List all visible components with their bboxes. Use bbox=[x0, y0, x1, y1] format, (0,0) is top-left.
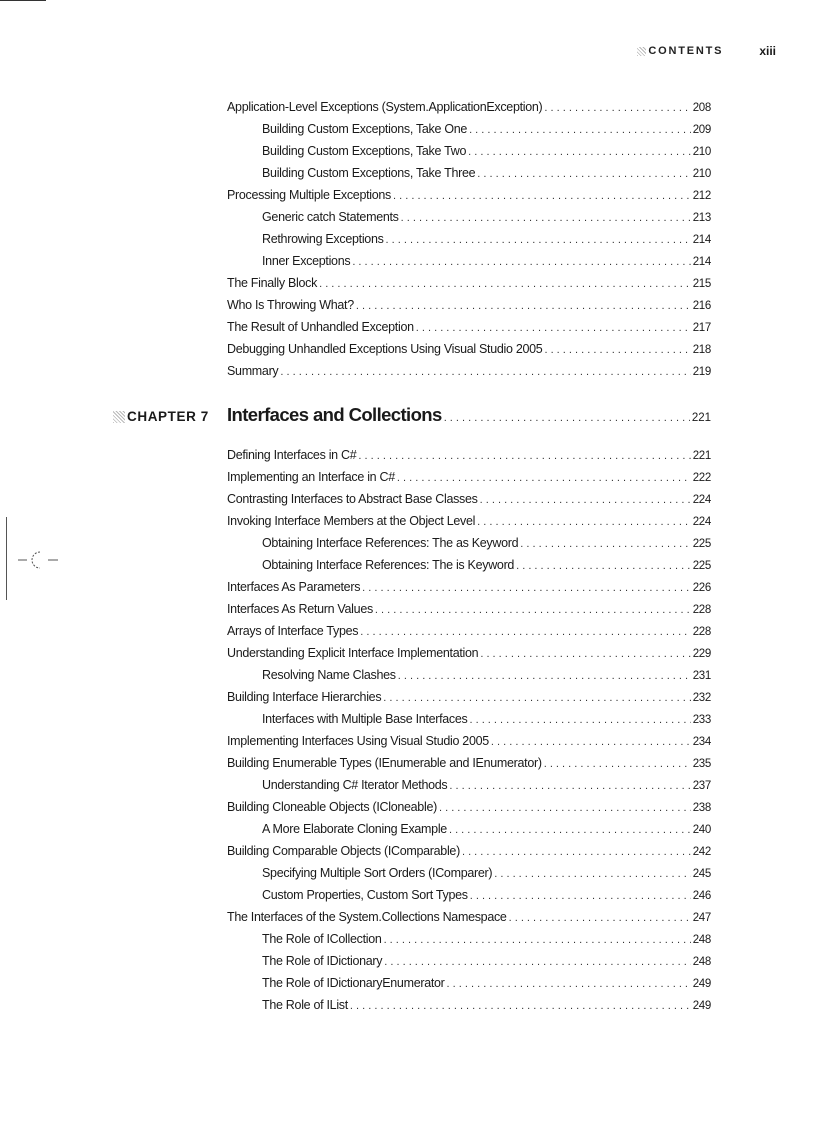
toc-entry-title: Contrasting Interfaces to Abstract Base Classes bbox=[227, 492, 478, 506]
toc-entry bbox=[227, 598, 711, 620]
toc-entry bbox=[227, 118, 711, 140]
dot-leader bbox=[383, 687, 690, 709]
toc-entry-page: 248 bbox=[692, 956, 711, 968]
toc-entry-page: 246 bbox=[692, 890, 711, 902]
toc-entry-page: 249 bbox=[692, 1000, 711, 1012]
toc-entry-title: Debugging Unhandled Exceptions Using Visual Studio 2005 bbox=[227, 342, 543, 356]
toc-section-chapter6 bbox=[227, 96, 711, 382]
toc-entry-title: The Role of IDictionary bbox=[262, 954, 383, 968]
hatch-bullet-icon bbox=[113, 411, 125, 423]
dot-leader bbox=[416, 317, 691, 339]
toc-entry bbox=[227, 752, 711, 774]
toc-entry-title: Interfaces with Multiple Base Interfaces bbox=[262, 712, 468, 726]
toc-entry bbox=[227, 338, 711, 360]
toc-entry bbox=[227, 862, 711, 884]
toc-entry-title: The Interfaces of the System.Collections Namespace bbox=[227, 910, 507, 924]
toc-entry-page: 248 bbox=[692, 934, 711, 946]
toc-entry-title: The Role of ICollection bbox=[262, 932, 382, 946]
toc-entry-title: Obtaining Interface References: The as Keyword bbox=[262, 536, 519, 550]
dot-leader bbox=[375, 599, 691, 621]
dot-leader bbox=[384, 951, 690, 973]
dot-leader bbox=[439, 797, 691, 819]
toc-entry-page: 213 bbox=[692, 212, 711, 224]
toc-entry bbox=[227, 620, 711, 642]
spacer bbox=[227, 382, 711, 404]
toc-entry-title: Generic catch Statements bbox=[262, 210, 399, 224]
running-head-text: CONTENTS bbox=[648, 45, 724, 57]
toc-entry-title: Custom Properties, Custom Sort Types bbox=[262, 888, 468, 902]
toc-entry-title: Defining Interfaces in C# bbox=[227, 448, 357, 462]
toc-entry-title: Inner Exceptions bbox=[262, 254, 351, 268]
toc-entry bbox=[227, 928, 711, 950]
toc-entry-title: Resolving Name Clashes bbox=[262, 668, 396, 682]
dot-leader bbox=[447, 973, 691, 995]
toc-entry bbox=[227, 774, 711, 796]
toc-entry-page: 215 bbox=[692, 278, 711, 290]
chapter-label-text: CHAPTER 7 bbox=[127, 409, 209, 424]
dot-leader bbox=[360, 621, 690, 643]
toc-entry bbox=[227, 818, 711, 840]
running-head-label bbox=[637, 45, 723, 57]
toc-entry-title: Implementing an Interface in C# bbox=[227, 470, 395, 484]
dot-leader bbox=[401, 207, 691, 229]
toc-entry-page: 235 bbox=[692, 758, 711, 770]
toc-entry bbox=[227, 906, 711, 928]
dot-leader bbox=[397, 467, 691, 489]
toc-entry-page: 229 bbox=[692, 648, 711, 660]
dot-leader bbox=[358, 445, 690, 467]
toc-entry-page: 222 bbox=[692, 472, 711, 484]
toc-entry-title: Who Is Throwing What? bbox=[227, 298, 354, 312]
toc-entry-title: Implementing Interfaces Using Visual Studio 2005 bbox=[227, 734, 489, 748]
toc-entry-title: Building Custom Exceptions, Take One bbox=[262, 122, 468, 136]
hatch-bullet-icon bbox=[637, 47, 646, 56]
dot-leader bbox=[470, 885, 691, 907]
toc-entry-page: 225 bbox=[692, 538, 711, 550]
chapter-label bbox=[113, 409, 209, 424]
toc-entry bbox=[227, 510, 711, 532]
dot-leader bbox=[494, 863, 690, 885]
toc-entry bbox=[227, 162, 711, 184]
toc-section-chapter7 bbox=[227, 444, 711, 1016]
toc-entry-page: 219 bbox=[692, 366, 711, 378]
toc-entry bbox=[227, 664, 711, 686]
toc-entry bbox=[227, 972, 711, 994]
dot-leader bbox=[469, 119, 691, 141]
toc-entry bbox=[227, 554, 711, 576]
toc-entry bbox=[227, 884, 711, 906]
toc-entry bbox=[227, 96, 711, 118]
toc-entry-page: 210 bbox=[692, 146, 711, 158]
toc-entry-page: 249 bbox=[692, 978, 711, 990]
toc-entry bbox=[227, 488, 711, 510]
toc-entry-page: 231 bbox=[692, 670, 711, 682]
toc-entry bbox=[227, 642, 711, 664]
toc-entry-page: 233 bbox=[692, 714, 711, 726]
toc-entry bbox=[227, 950, 711, 972]
dot-leader bbox=[393, 185, 691, 207]
toc-entry bbox=[227, 576, 711, 598]
toc-entry-title: Building Comparable Objects (IComparable) bbox=[227, 844, 460, 858]
toc-entry bbox=[227, 228, 711, 250]
spacer bbox=[227, 430, 711, 444]
dot-leader bbox=[352, 251, 690, 273]
toc-entry-page: 214 bbox=[692, 256, 711, 268]
toc-entry-title: A More Elaborate Cloning Example bbox=[262, 822, 447, 836]
registration-mark-icon bbox=[18, 549, 62, 571]
toc-entry-page: 225 bbox=[692, 560, 711, 572]
toc-entry-title: Rethrowing Exceptions bbox=[262, 232, 384, 246]
toc-entry bbox=[227, 796, 711, 818]
toc-entry bbox=[227, 294, 711, 316]
dot-leader bbox=[477, 511, 691, 533]
dot-leader bbox=[449, 819, 691, 841]
toc-entry-title: The Role of IList bbox=[262, 998, 348, 1012]
dot-leader bbox=[491, 731, 691, 753]
toc-entry-page: 224 bbox=[692, 494, 711, 506]
toc-entry-page: 210 bbox=[692, 168, 711, 180]
toc-entry-title: Building Interface Hierarchies bbox=[227, 690, 382, 704]
dot-leader bbox=[384, 929, 691, 951]
dot-leader bbox=[319, 273, 691, 295]
chapter-title: Interfaces and Collections bbox=[227, 404, 442, 425]
toc-entry-title: Application-Level Exceptions (System.ApplicationException) bbox=[227, 100, 543, 114]
toc-entry bbox=[227, 250, 711, 272]
toc-entry-page: 240 bbox=[692, 824, 711, 836]
toc-entry bbox=[227, 708, 711, 730]
page-number: xiii bbox=[759, 44, 776, 58]
dot-leader bbox=[544, 753, 691, 775]
toc-entry-page: 209 bbox=[692, 124, 711, 136]
toc-entry-title: Building Cloneable Objects (ICloneable) bbox=[227, 800, 437, 814]
toc-entry-title: Interfaces As Return Values bbox=[227, 602, 373, 616]
toc-entry-title: Invoking Interface Members at the Object Level bbox=[227, 514, 476, 528]
table-of-contents bbox=[127, 96, 711, 1016]
toc-entry-page: 242 bbox=[692, 846, 711, 858]
dot-leader bbox=[480, 643, 690, 665]
dot-leader bbox=[362, 577, 691, 599]
crop-mark-top bbox=[0, 0, 46, 1]
toc-entry-title: Interfaces As Parameters bbox=[227, 580, 361, 594]
dot-leader bbox=[386, 229, 691, 251]
toc-entry-page: 228 bbox=[692, 626, 711, 638]
toc-entry-title: Building Custom Exceptions, Take Three bbox=[262, 166, 476, 180]
toc-entry-title: The Finally Block bbox=[227, 276, 318, 290]
dot-leader bbox=[516, 555, 691, 577]
chapter-heading bbox=[127, 404, 711, 430]
toc-entry-title: Understanding C# Iterator Methods bbox=[262, 778, 448, 792]
toc-entry-page: 214 bbox=[692, 234, 711, 246]
toc-entry-page: 238 bbox=[692, 802, 711, 814]
toc-entry bbox=[227, 184, 711, 206]
toc-entry-page: 208 bbox=[692, 102, 711, 114]
toc-entry bbox=[227, 140, 711, 162]
dot-leader bbox=[469, 709, 690, 731]
dot-leader bbox=[509, 907, 691, 929]
running-head bbox=[637, 44, 776, 58]
toc-entry-title: Building Enumerable Types (IEnumerable and IEnumerator) bbox=[227, 756, 542, 770]
toc-entry-page: 226 bbox=[692, 582, 711, 594]
toc-entry-page: 218 bbox=[692, 344, 711, 356]
toc-entry-title: Understanding Explicit Interface Implementation bbox=[227, 646, 479, 660]
toc-entry-title: The Result of Unhandled Exception bbox=[227, 320, 414, 334]
toc-entry bbox=[227, 466, 711, 488]
toc-entry-page: 247 bbox=[692, 912, 711, 924]
toc-entry bbox=[227, 730, 711, 752]
dot-leader bbox=[444, 412, 690, 424]
dot-leader bbox=[280, 361, 690, 383]
toc-entry-page: 217 bbox=[692, 322, 711, 334]
toc-entry-page: 224 bbox=[692, 516, 711, 528]
dot-leader bbox=[468, 141, 691, 163]
toc-entry-page: 212 bbox=[692, 190, 711, 202]
toc-entry-page: 245 bbox=[692, 868, 711, 880]
toc-entry-title: Obtaining Interface References: The is Keyword bbox=[262, 558, 515, 572]
dot-leader bbox=[477, 163, 690, 185]
toc-entry bbox=[227, 840, 711, 862]
dot-leader bbox=[544, 339, 690, 361]
toc-entry-title: Summary bbox=[227, 364, 279, 378]
toc-entry bbox=[227, 360, 711, 382]
toc-entry-page: 232 bbox=[692, 692, 711, 704]
toc-entry-title: Building Custom Exceptions, Take Two bbox=[262, 144, 467, 158]
toc-entry bbox=[227, 444, 711, 466]
toc-entry-page: 221 bbox=[692, 450, 711, 462]
toc-entry-page: 228 bbox=[692, 604, 711, 616]
dot-leader bbox=[520, 533, 690, 555]
toc-entry bbox=[227, 206, 711, 228]
toc-entry-page: 216 bbox=[692, 300, 711, 312]
toc-entry bbox=[227, 316, 711, 338]
dot-leader bbox=[356, 295, 691, 317]
toc-entry-title: Specifying Multiple Sort Orders (IComparer) bbox=[262, 866, 493, 880]
crop-mark-left bbox=[6, 517, 7, 600]
toc-entry-page: 237 bbox=[692, 780, 711, 792]
toc-entry bbox=[227, 532, 711, 554]
dot-leader bbox=[462, 841, 691, 863]
chapter-page-number: 221 bbox=[691, 412, 711, 424]
dot-leader bbox=[449, 775, 690, 797]
toc-entry bbox=[227, 272, 711, 294]
toc-entry-title: The Role of IDictionaryEnumerator bbox=[262, 976, 445, 990]
dot-leader bbox=[544, 97, 690, 119]
toc-entry-title: Arrays of Interface Types bbox=[227, 624, 359, 638]
toc-entry-title: Processing Multiple Exceptions bbox=[227, 188, 391, 202]
toc-entry bbox=[227, 994, 711, 1016]
toc-entry-page: 234 bbox=[692, 736, 711, 748]
dot-leader bbox=[398, 665, 691, 687]
toc-entry bbox=[227, 686, 711, 708]
dot-leader bbox=[480, 489, 691, 511]
dot-leader bbox=[350, 995, 691, 1017]
